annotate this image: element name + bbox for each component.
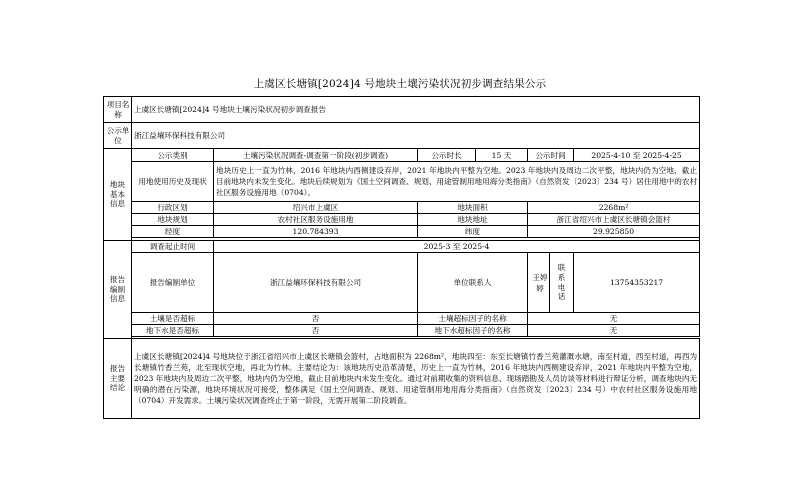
gw-factor-value: 无 xyxy=(528,325,700,337)
planning-value: 农村社区服务设施用地 xyxy=(214,214,418,226)
address-value: 浙江省绍兴市上虞区长塘镇会篮村 xyxy=(528,214,700,226)
org-value: 浙江益壤环保科技有限公司 xyxy=(214,253,418,313)
soil-exceed-value: 否 xyxy=(214,313,418,325)
pub-time-value: 2025-4-10 至 2025-4-25 xyxy=(574,149,700,162)
lng-value: 120.784393 xyxy=(214,226,418,238)
history-label: 用地使用历史及现状 xyxy=(132,162,214,202)
conclusion-label: 报告主要结论 xyxy=(104,339,132,419)
soil-exceed-label: 土壤是否超标 xyxy=(132,313,214,325)
report-section-label: 报告编制信息 xyxy=(104,241,132,339)
page-title: 上虞区长塘镇[2024]4 号地块土壤污染状况初步调查结果公示 xyxy=(253,78,547,90)
project-value: 上虞区长塘镇[2024]4 号地块土壤污染状况初步调查报告 xyxy=(132,97,700,123)
lat-label: 纬度 xyxy=(418,226,528,238)
area-label: 地块面积 xyxy=(418,202,528,214)
area-value: 2268m² xyxy=(528,202,700,214)
gw-exceed-label: 地下水是否超标 xyxy=(132,325,214,337)
contact-label: 单位联系人 xyxy=(418,253,528,313)
pub-duration-value: 15 天 xyxy=(476,149,528,162)
basic-section-label: 地块基本信息 xyxy=(104,149,132,241)
pub-type-value: 土壤污染状况调查-调查第一阶段(初步调查) xyxy=(214,149,418,162)
district-value: 绍兴市上虞区 xyxy=(214,202,418,214)
gw-factor-label: 地下水超标因子的名称 xyxy=(418,325,528,337)
conclusion-value: 上虞区长塘镇[2024]4 号地块位于浙江省绍兴市上虞区长塘镇会篮村，占地面积为 2268m²，地块四至：东至长塘镇竹香兰苑灌溉水塘，南至村道，西至村道，再西为长塘镇竹香兰苑，北至现状空地，再北为竹林。主要结论为：该地块历史沿革清楚，历史上一直为竹林，2016 年地块内西侧建设弃岸，2021 年地块内平整为空地，2023 年地块内及周边二次平整，地块内仍为空地，截止目前地块内未发生变化。通过对前期收集的资料信息、现场踏勘及人员访谈等材料进行辩证分析，调查地块内无明确的潜在污染源，地块环境状况可接受，整体满足《国土空间调查、规划、用途管制用地用海分类指南》（自然资发〔2023〕234 号）中农村社区服务设施用地（0704）开发需求。土壤污染状况调查终止于第一阶段，无需开展第二阶段调查。 xyxy=(132,339,700,419)
publisher-label: 公示单位 xyxy=(104,123,132,149)
soil-factor-value: 无 xyxy=(528,313,700,325)
disclosure-table xyxy=(103,96,700,419)
gw-exceed-value: 否 xyxy=(214,325,418,337)
lat-value: 29.925850 xyxy=(528,226,700,238)
publisher-value: 浙江益壤环保科技有限公司 xyxy=(132,123,700,149)
phone-value: 13754353217 xyxy=(574,253,700,313)
pub-duration-label: 公示时长 xyxy=(418,149,476,162)
period-label: 调查起止时间 xyxy=(132,241,214,253)
lng-label: 经度 xyxy=(132,226,214,238)
district-label: 行政区划 xyxy=(132,202,214,214)
org-label: 报告编制单位 xyxy=(132,253,214,313)
soil-factor-label: 土壤超标因子的名称 xyxy=(418,313,528,325)
pub-type-label: 公示类别 xyxy=(132,149,214,162)
contact-name: 王婷婷 xyxy=(528,253,550,313)
address-label: 地块地址 xyxy=(418,214,528,226)
period-value: 2025-3 至 2025-4 xyxy=(214,241,700,253)
history-value: 地块历史上一直为竹林，2016 年地块内西侧建设弃岸，2021 年地块内平整为空地。2023 年地块内及周边二次平整，地块内仍为空地，截止目前地块内未发生变化。地块后续规划为《国土空间调查、规划、用途管制用地用海分类指南》（自然资发〔2023〕234 号）居住用地中的农村社区服务设施用地（0704）。 xyxy=(214,162,700,202)
pub-time-label: 公示时间 xyxy=(528,149,574,162)
phone-label: 联系电话 xyxy=(550,253,574,313)
project-label: 项目名称 xyxy=(104,97,132,123)
planning-label: 地块规划 xyxy=(132,214,214,226)
